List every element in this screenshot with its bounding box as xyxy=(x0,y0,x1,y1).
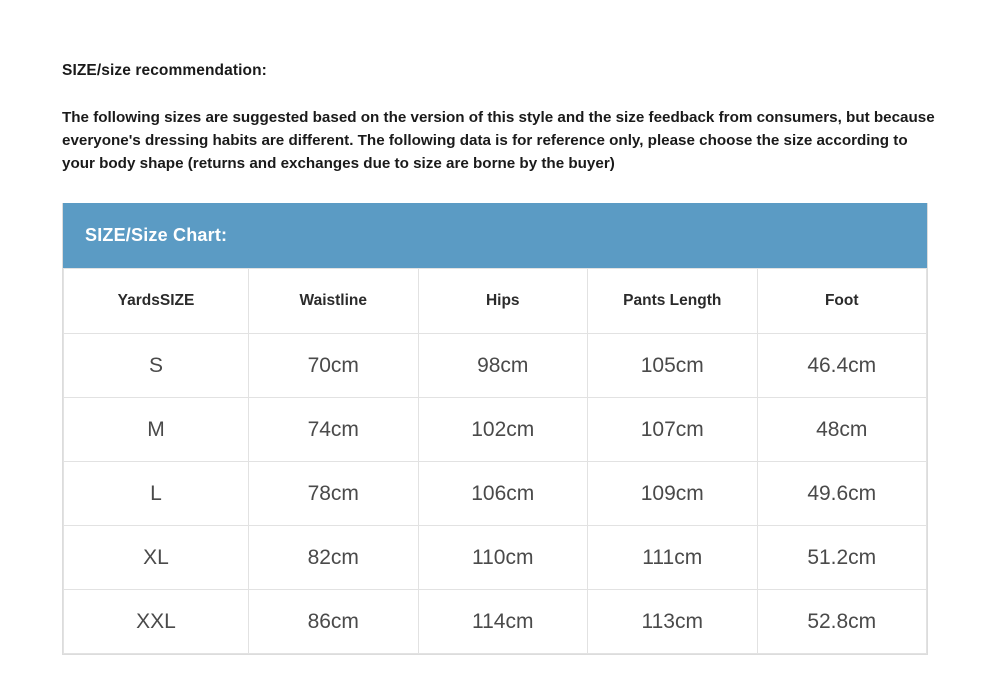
cell-size: S xyxy=(64,334,249,398)
cell-hips: 98cm xyxy=(418,334,588,398)
cell-pants-length: 107cm xyxy=(588,398,758,462)
column-header-hips: Hips xyxy=(418,269,588,334)
cell-foot: 51.2cm xyxy=(757,526,927,590)
cell-waistline: 82cm xyxy=(249,526,419,590)
cell-hips: 110cm xyxy=(418,526,588,590)
table-row xyxy=(64,334,927,398)
column-header-yards-size: YardsSIZE xyxy=(64,269,249,334)
cell-foot: 46.4cm xyxy=(757,334,927,398)
column-header-pants-length: Pants Length xyxy=(588,269,758,334)
cell-pants-length: 109cm xyxy=(588,462,758,526)
cell-waistline: 70cm xyxy=(249,334,419,398)
cell-foot: 49.6cm xyxy=(757,462,927,526)
cell-waistline: 74cm xyxy=(249,398,419,462)
size-chart-table xyxy=(63,268,927,654)
cell-size: XL xyxy=(64,526,249,590)
cell-hips: 106cm xyxy=(418,462,588,526)
size-chart-container xyxy=(62,203,928,655)
intro-paragraph: The following sizes are suggested based on the version of this style and the size feedback from consumers, but because everyone's dressing habits are different. The following data is for reference only, please choose the size according to your body shape (returns and exchanges due to size are borne by the buyer) xyxy=(62,109,935,173)
page-title: SIZE/size recommendation: xyxy=(62,62,267,79)
table-row xyxy=(64,590,927,654)
cell-size: M xyxy=(64,398,249,462)
cell-size: L xyxy=(64,462,249,526)
cell-hips: 102cm xyxy=(418,398,588,462)
column-header-foot: Foot xyxy=(757,269,927,334)
table-header-row xyxy=(64,269,927,334)
cell-hips: 114cm xyxy=(418,590,588,654)
cell-foot: 52.8cm xyxy=(757,590,927,654)
size-chart-thead xyxy=(64,269,927,334)
cell-pants-length: 105cm xyxy=(588,334,758,398)
cell-size: XXL xyxy=(64,590,249,654)
size-chart-header: SIZE/Size Chart: xyxy=(63,203,927,268)
table-row xyxy=(64,526,927,590)
cell-waistline: 86cm xyxy=(249,590,419,654)
cell-pants-length: 111cm xyxy=(588,526,758,590)
size-chart-tbody xyxy=(64,334,927,654)
cell-foot: 48cm xyxy=(757,398,927,462)
cell-waistline: 78cm xyxy=(249,462,419,526)
cell-pants-length: 113cm xyxy=(588,590,758,654)
table-row xyxy=(64,462,927,526)
table-row xyxy=(64,398,927,462)
column-header-waistline: Waistline xyxy=(249,269,419,334)
